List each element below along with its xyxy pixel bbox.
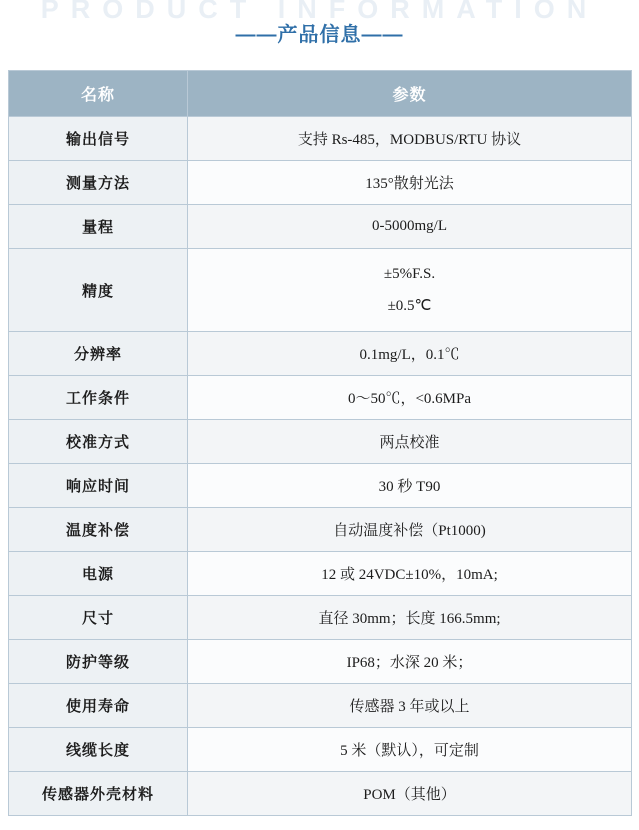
table-row [9, 249, 632, 332]
row-value: 两点校准 [188, 420, 632, 464]
row-value: 直径 30mm；长度 166.5mm; [188, 596, 632, 640]
table-row [9, 552, 632, 596]
row-name: 尺寸 [9, 596, 188, 640]
row-name: 校准方式 [9, 420, 188, 464]
table-row [9, 508, 632, 552]
table-row [9, 728, 632, 772]
row-name: 传感器外壳材料 [9, 772, 188, 816]
row-value: 0-5000mg/L [188, 205, 632, 249]
row-name: 响应时间 [9, 464, 188, 508]
row-name: 防护等级 [9, 640, 188, 684]
row-value: 135°散射光法 [188, 161, 632, 205]
row-name: 温度补偿 [9, 508, 188, 552]
row-value-line-1: ±5%F.S. [383, 266, 436, 282]
row-value: IP68；水深 20 米； [188, 640, 632, 684]
table-row [9, 684, 632, 728]
row-value: POM（其他） [188, 772, 632, 816]
table-row [9, 376, 632, 420]
row-value: 5 米（默认），可定制 [188, 728, 632, 772]
table-row [9, 205, 632, 249]
row-value [188, 249, 632, 332]
row-name: 输出信号 [9, 117, 188, 161]
table-row [9, 161, 632, 205]
header-parameter: 参数 [188, 71, 632, 117]
row-value: 0～50℃，<0.6MPa [188, 376, 632, 420]
table-row [9, 332, 632, 376]
table-row [9, 117, 632, 161]
row-name: 量程 [9, 205, 188, 249]
row-value: 支持 Rs-485，MODBUS/RTU 协议 [188, 117, 632, 161]
row-name: 精度 [9, 249, 188, 332]
row-name: 测量方法 [9, 161, 188, 205]
row-name: 使用寿命 [9, 684, 188, 728]
row-value: 30 秒 T90 [188, 464, 632, 508]
table-row [9, 772, 632, 816]
header-name: 名称 [9, 71, 188, 117]
row-name: 工作条件 [9, 376, 188, 420]
row-value: 0.1mg/L，0.1℃ [188, 332, 632, 376]
spec-table-container [8, 70, 631, 816]
row-value: 自动温度补偿（Pt1000) [188, 508, 632, 552]
spec-table [8, 70, 632, 816]
row-name: 分辨率 [9, 332, 188, 376]
table-row [9, 464, 632, 508]
page-title: ——产品信息—— [235, 24, 404, 46]
row-value: 传感器 3 年或以上 [188, 684, 632, 728]
row-name: 线缆长度 [9, 728, 188, 772]
table-row [9, 596, 632, 640]
watermark-text: PRODUCT INFORMATION [40, 0, 599, 24]
row-value-line-2: ±0.5℃ [387, 298, 432, 314]
table-row [9, 640, 632, 684]
row-value: 12 或 24VDC±10%，10mA; [188, 552, 632, 596]
table-row [9, 420, 632, 464]
row-name: 电源 [9, 552, 188, 596]
table-header-row [9, 71, 632, 117]
